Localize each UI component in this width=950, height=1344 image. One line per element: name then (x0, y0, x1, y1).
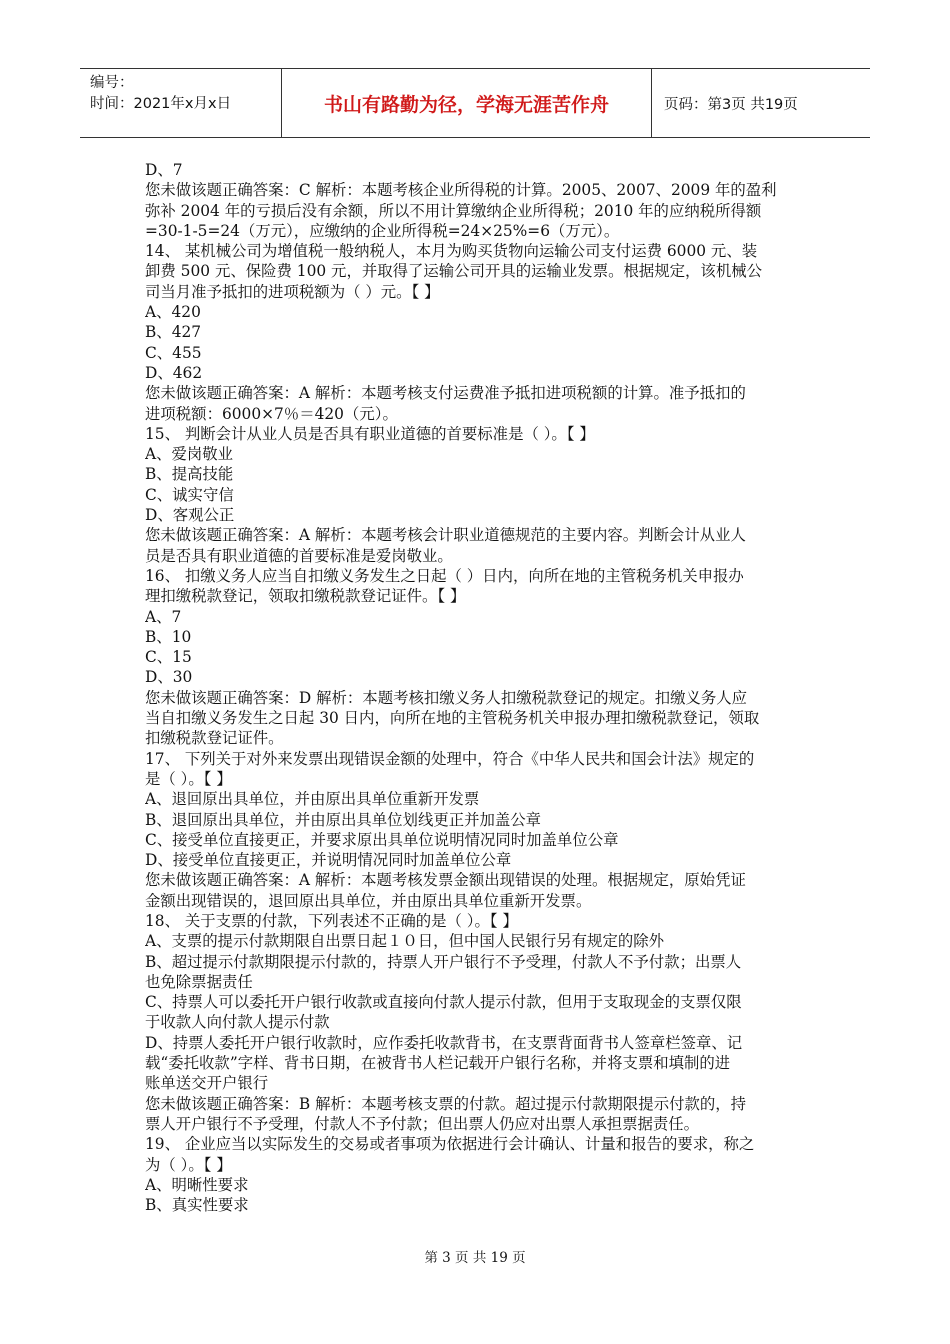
text-line: 载“委托收款”字样、背书日期，在被背书人栏记载开户银行名称，并将支票和填制的进 (145, 1054, 731, 1073)
text-line: B、427 (145, 323, 202, 342)
text-line: C、15 (145, 648, 192, 667)
text-line: B、真实性要求 (145, 1196, 249, 1215)
text-line: 票人开户银行不予受理，付款人不予付款；但出票人仍应对出票人承担票据责任。 (145, 1114, 700, 1133)
document-time-label: 时间：2021年x月x日 (90, 96, 232, 112)
text-line: A、420 (145, 303, 201, 322)
text-line: A、明晰性要求 (145, 1175, 249, 1194)
text-line: 为（ ）。【 】 (145, 1155, 232, 1174)
text-line: 您未做该题正确答案：C 解析：本题考核企业所得税的计算。2005、2007、2009 年的盈利 (145, 181, 777, 200)
text-line: 14、 某机械公司为增值税一般纳税人，本月为购买货物向运输公司支付运费 6000 元、装 (145, 242, 758, 261)
text-line: A、退回原出具单位，并由原出具单位重新开发票 (145, 790, 480, 809)
text-line: 16、 扣缴义务人应当自扣缴义务发生之日起（ ）日内，向所在地的主管税务机关申报办 (145, 566, 744, 585)
text-line: C、诚实守信 (145, 485, 234, 504)
text-line: D、7 (145, 161, 183, 179)
document-number-label: 编号： (90, 75, 134, 91)
text-line: 19、 企业应当以实际发生的交易或者事项为依据进行会计确认、计量和报告的要求，称之 (145, 1135, 755, 1154)
text-line: D、462 (145, 363, 203, 382)
text-line: 员是否具有职业道德的首要标准是爱岗敬业。 (145, 546, 453, 565)
text-line: 是（ ）。【 】 (145, 769, 232, 788)
text-line: 弥补 2004 年的亏损后没有余额，所以不用计算缴纳企业所得税；2010 年的应纳税所得额 (145, 201, 762, 220)
text-line: 理扣缴税款登记，领取扣缴税款登记证件。【 】 (145, 587, 466, 606)
text-line: B、10 (145, 627, 192, 646)
text-line: 您未做该题正确答案：A 解析：本题考核支付运费准予抵扣进项税额的计算。准予抵扣的 (145, 384, 746, 403)
text-line: 当自扣缴义务发生之日起 30 日内，向所在地的主管税务机关申报办理扣缴税款登记，领取 (145, 709, 760, 728)
text-line: C、455 (145, 343, 202, 362)
text-line: B、退回原出具单位，并由原出具单位划线更正并加盖公章 (145, 810, 542, 829)
text-line: D、接受单位直接更正，并说明情况同时加盖单位公章 (145, 851, 512, 870)
text-line: 卸费 500 元、保险费 100 元，并取得了运输公司开具的运输业发票。根据规定，该机械公 (145, 262, 762, 281)
text-line: 扣缴税款登记证件。 (145, 729, 284, 748)
text-line: 您未做该题正确答案：A 解析：本题考核会计职业道德规范的主要内容。判断会计从业人 (145, 526, 746, 545)
page-footer: 第 3 页 共 19 页 (424, 1250, 526, 1266)
text-line: A、支票的提示付款期限自出票日起１０日，但中国人民银行另有规定的除外 (145, 932, 665, 951)
text-line: D、持票人委托开户银行收款时，应作委托收款背书，在支票背面背书人签章栏签章、记 (145, 1033, 743, 1052)
header-motto: 书山有路勤为径，学海无涯苦作舟 (282, 69, 652, 137)
document-body (145, 160, 807, 1215)
text-line: D、客观公正 (145, 506, 235, 525)
text-line: 15、 判断会计从业人员是否具有职业道德的首要标准是（ ）。【 】 (145, 424, 595, 443)
text-line: 也免除票据责任 (145, 972, 253, 991)
text-line: A、7 (145, 607, 182, 626)
page-header (80, 68, 870, 138)
text-line: 18、 关于支票的付款，下列表述不正确的是（ ）。【 】 (145, 911, 518, 930)
text-line: 您未做该题正确答案：A 解析：本题考核发票金额出现错误的处理。根据规定，原始凭证 (145, 871, 746, 890)
text-line: 进项税额：6000×7％＝420（元）。 (145, 404, 398, 423)
text-line: D、30 (145, 668, 193, 687)
text-line: 17、 下列关于对外来发票出现错误金额的处理中，符合《中华人民共和国会计法》规定的 (145, 749, 755, 768)
text-line: B、超过提示付款期限提示付款的，持票人开户银行不予受理，付款人不予付款；出票人 (145, 952, 742, 971)
text-line: B、提高技能 (145, 465, 234, 484)
text-line: 金额出现错误的，退回原出具单位，并由原出具单位重新开发票。 (145, 891, 592, 910)
text-line: 您未做该题正确答案：D 解析：本题考核扣缴义务人扣缴税款登记的规定。扣缴义务人应 (145, 688, 748, 707)
text-line: 司当月准予抵扣的进项税额为（ ）元。【 】 (145, 282, 440, 301)
text-line: 账单送交开户银行 (145, 1074, 269, 1093)
header-meta (80, 69, 282, 137)
text-line: A、爱岗敬业 (145, 445, 234, 464)
text-line: C、持票人可以委托开户银行收款或直接向付款人提示付款，但用于支取现金的支票仅限 (145, 993, 742, 1012)
text-line: C、接受单位直接更正，并要求原出具单位说明情况同时加盖单位公章 (145, 830, 619, 849)
text-line: 于收款人向付款人提示付款 (145, 1013, 330, 1032)
text-line: 您未做该题正确答案：B 解析：本题考核支票的付款。超过提示付款期限提示付款的，持 (145, 1094, 747, 1113)
header-page-info: 页码：第3页 共19页 (664, 96, 798, 113)
text-line: =30-1-5=24（万元），应缴纳的企业所得税=24×25%=6（万元）。 (145, 221, 620, 240)
